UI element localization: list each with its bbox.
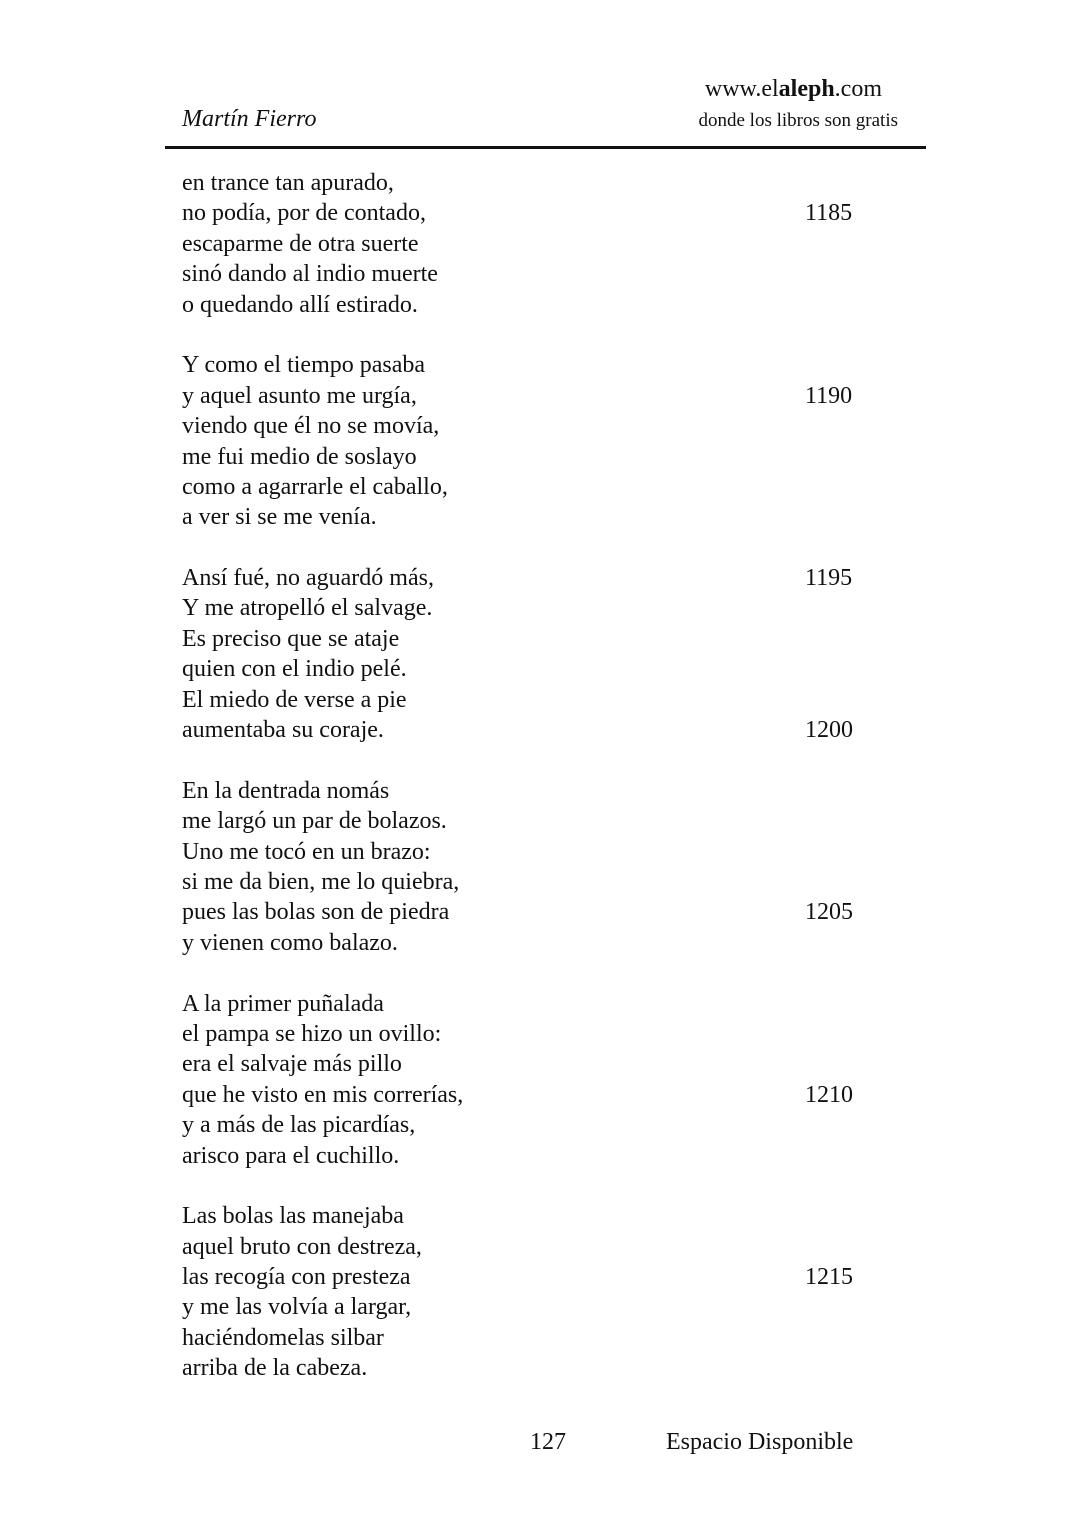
book-title: Martín Fierro — [182, 106, 317, 132]
verse-text: Uno me tocó en un brazo: — [182, 838, 431, 865]
stanza — [182, 989, 882, 1171]
verse-text: era el salvaje más pillo — [182, 1051, 402, 1078]
verse-text: A la primer puñalada — [182, 990, 384, 1017]
verse-line — [182, 198, 882, 228]
verse-line — [182, 989, 882, 1019]
verse-text: y vienen como balazo. — [182, 929, 398, 956]
line-number: 1195 — [805, 565, 853, 592]
stanza — [182, 168, 882, 320]
verse-line — [182, 806, 882, 836]
site-tagline: donde los libros son gratis — [698, 110, 898, 131]
verse-line — [182, 624, 882, 654]
verse-text: sinó dando al indio muerte — [182, 261, 438, 288]
verse-text: Ansí fué, no aguardó más, — [182, 565, 434, 592]
verse-line — [182, 411, 882, 441]
verse-line — [182, 472, 882, 502]
footer-note: Espacio Disponible — [666, 1429, 854, 1455]
verse-line — [182, 776, 882, 806]
verse-text: Las bolas las manejaba — [182, 1203, 404, 1230]
verse-line — [182, 715, 882, 745]
verse-text: o quedando allí estirado. — [182, 291, 418, 318]
verse-text: me largó un par de bolazos. — [182, 808, 447, 835]
line-number: 1210 — [805, 1081, 853, 1108]
verse-text: El miedo de verse a pie — [182, 686, 407, 713]
verse-line — [182, 1262, 882, 1292]
verse-line — [182, 563, 882, 593]
verse-line — [182, 928, 882, 958]
verse-text: arisco para el cuchillo. — [182, 1142, 400, 1169]
verse-text: Es preciso que se ataje — [182, 625, 400, 652]
verse-line — [182, 350, 882, 380]
site-url — [705, 74, 882, 104]
verse-line — [182, 1110, 882, 1140]
verse-text: quien con el indio pelé. — [182, 656, 407, 683]
verse-line — [182, 381, 882, 411]
verse-line — [182, 1141, 882, 1171]
verse-text: arriba de la cabeza. — [182, 1355, 368, 1382]
verse-text: viendo que él no se movía, — [182, 413, 440, 440]
stanza — [182, 350, 882, 532]
verse-line — [182, 1292, 882, 1322]
verse-text: las recogía con presteza — [182, 1264, 411, 1291]
verse-text: a ver si se me venía. — [182, 504, 377, 531]
line-number: 1185 — [805, 200, 853, 227]
verse-text: que he visto en mis correrías, — [182, 1081, 464, 1108]
stanza — [182, 1201, 882, 1383]
verse-text: no podía, por de contado, — [182, 200, 426, 227]
verse-text: aumentaba su coraje. — [182, 717, 384, 744]
verse-text: pues las bolas son de piedra — [182, 899, 450, 926]
verse-line — [182, 442, 882, 472]
verse-line — [182, 1049, 882, 1079]
line-number: 1200 — [805, 717, 853, 744]
verse-text: me fui medio de soslayo — [182, 443, 417, 470]
verse-line — [182, 593, 882, 623]
verse-line — [182, 1019, 882, 1049]
verse-text: el pampa se hizo un ovillo: — [182, 1020, 442, 1047]
stanza — [182, 563, 882, 745]
verse-line — [182, 259, 882, 289]
verse-text: aquel bruto con destreza, — [182, 1233, 422, 1260]
verse-text: como a agarrarle el caballo, — [182, 473, 448, 500]
verse-line — [182, 1323, 882, 1353]
verse-text: en trance tan apurado, — [182, 170, 394, 196]
verse-line — [182, 837, 882, 867]
verse-line — [182, 1353, 882, 1383]
verse-text: Y como el tiempo pasaba — [182, 352, 426, 379]
line-number: 1215 — [805, 1264, 853, 1291]
poem-body — [182, 168, 882, 1414]
header-divider — [165, 146, 926, 149]
verse-line — [182, 685, 882, 715]
site-url-suffix: .com — [834, 76, 882, 102]
verse-line — [182, 867, 882, 897]
site-url-bold: aleph — [778, 76, 835, 102]
page-number: 127 — [530, 1429, 566, 1455]
verse-text: escaparme de otra suerte — [182, 230, 419, 257]
verse-line — [182, 502, 882, 532]
site-url-prefix: www.el — [704, 76, 779, 102]
verse-line — [182, 290, 882, 320]
verse-line — [182, 1201, 882, 1231]
verse-text: y a más de las picardías, — [182, 1112, 416, 1139]
verse-text: Y me atropelló el salvage. — [182, 595, 433, 622]
verse-text: y me las volvía a largar, — [182, 1294, 412, 1321]
verse-line — [182, 168, 882, 198]
verse-line — [182, 654, 882, 684]
verse-line — [182, 1080, 882, 1110]
verse-text: y aquel asunto me urgía, — [182, 382, 417, 409]
stanza — [182, 776, 882, 958]
line-number: 1205 — [805, 899, 853, 926]
verse-text: si me da bien, me lo quiebra, — [182, 868, 460, 895]
verse-line — [182, 897, 882, 927]
verse-text: haciéndomelas silbar — [182, 1324, 384, 1351]
verse-text: En la dentrada nomás — [182, 777, 390, 804]
verse-line — [182, 229, 882, 259]
line-number: 1190 — [805, 382, 853, 409]
verse-line — [182, 1232, 882, 1262]
